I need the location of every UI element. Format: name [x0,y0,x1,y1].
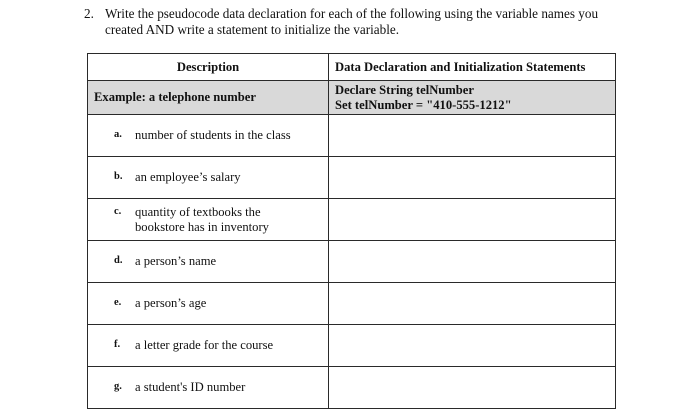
table-row [88,115,616,157]
header-row [88,54,616,81]
answer-cell[interactable] [329,241,616,283]
example-answer [329,81,616,115]
example-set-statement: Set telNumber = "410-555-1212" [335,97,512,112]
question-line-1: Write the pseudocode data declaration for each of the following using the variable names you [105,6,599,21]
row-letter: f. [114,339,121,350]
row-text: quantity of textbooks the [135,204,261,219]
example-declare-statement: Declare String telNumber [335,82,474,97]
question-text [105,6,645,38]
answer-cell[interactable] [329,157,616,199]
row-description [88,283,329,325]
table-row [88,199,616,241]
example-row [88,81,616,115]
row-text-line-2: bookstore has in inventory [135,219,269,234]
answer-cell[interactable] [329,283,616,325]
row-description [88,241,329,283]
row-text: a person’s age [135,296,207,310]
row-letter: d. [114,255,123,266]
table-row [88,325,616,367]
question-number: 2. [84,6,94,21]
row-letter: g. [114,381,122,392]
row-text: number of students in the class [135,128,291,142]
declaration-table [87,53,616,409]
row-text: a letter grade for the course [135,338,274,352]
question-line-2: created AND write a statement to initialize the variable. [105,22,400,37]
example-label: Example: a telephone number [88,81,329,115]
row-description [88,115,329,157]
row-text: a person’s name [135,254,217,268]
row-description [88,325,329,367]
row-letter: b. [114,171,123,182]
row-description [88,157,329,199]
table-row [88,367,616,409]
description-header: Description [88,54,329,81]
table-row [88,241,616,283]
table-row [88,283,616,325]
answer-cell[interactable] [329,325,616,367]
declaration-header: Data Declaration and Initialization Statements [329,54,616,81]
row-description [88,367,329,409]
answer-cell[interactable] [329,199,616,241]
row-text: a student's ID number [135,380,246,394]
row-letter: a. [114,129,122,140]
answer-cell[interactable] [329,115,616,157]
row-letter: e. [114,297,122,308]
row-description [88,199,329,241]
row-text: an employee’s salary [135,170,241,184]
table-row [88,157,616,199]
answer-cell[interactable] [329,367,616,409]
row-letter: c. [114,205,122,217]
